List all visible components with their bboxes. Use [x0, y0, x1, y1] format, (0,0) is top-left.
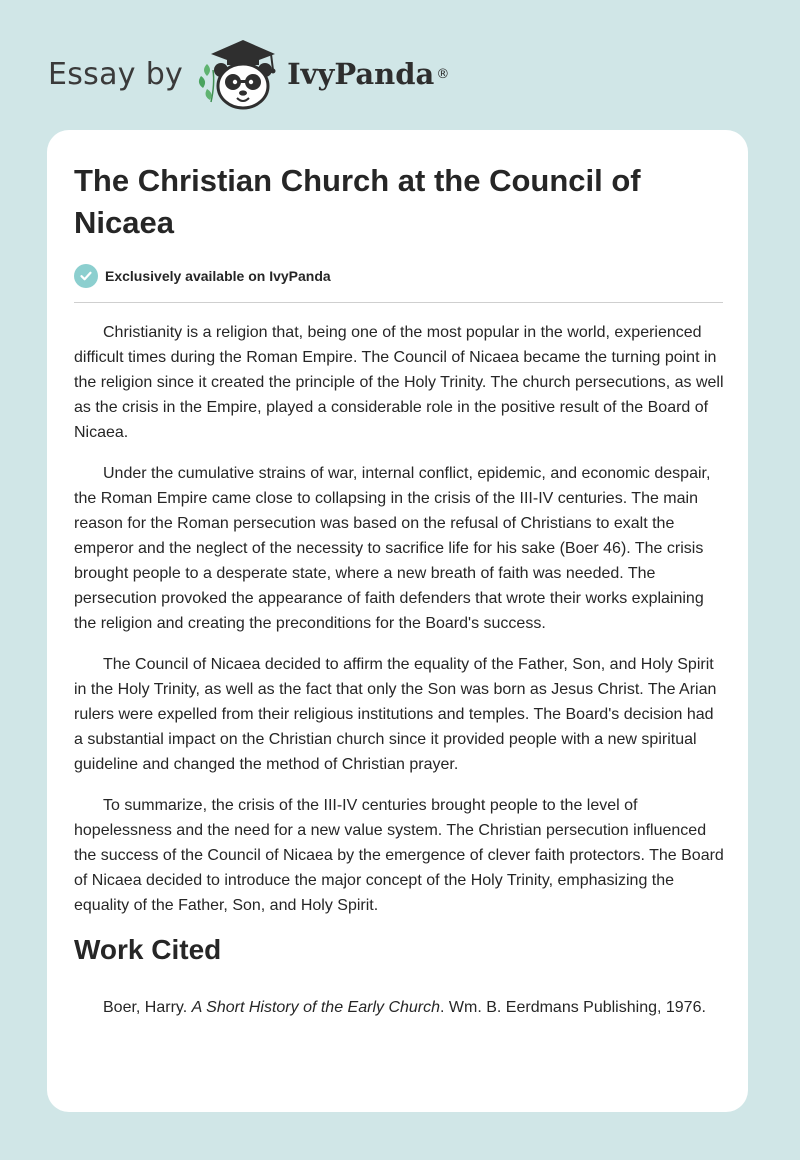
- site-brand[interactable]: [48, 36, 449, 112]
- citation-publisher: . Wm. B. Eerdmans Publishing, 1976.: [440, 999, 706, 1016]
- essay-paragraph: Under the cumulative strains of war, internal conflict, epidemic, and economic despair, the Roman Empire came close to collapsing in the crisis of the III-IV centuries. The main reason for the Roman persecution was based on the refusal of Christians to exalt the emperor and the neglect of the necessity to sacrifice life for his sake (Boer 46). The crisis brought people to a desperate state, where a new breath of faith was needed. The persecution provoked the appearance of faith defenders that wrote their works explaining the religion and creating the preconditions for the Board's success.: [74, 465, 711, 632]
- essay-body: [74, 320, 726, 934]
- panda-logo-icon: [193, 36, 283, 112]
- exclusive-badge-label: Exclusively available on IvyPanda: [105, 268, 331, 284]
- essay-paragraph: Christianity is a religion that, being one of the most popular in the world, experienced difficult times during the Roman Empire. The Council of Nicaea became the turning point in the religion since it created the principle of the Holy Trinity. The church persecutions, as well as the crisis in the Empire, played a considerable role in the positive result of the Board of Nicaea.: [74, 324, 724, 441]
- brand-name: IvyPanda: [287, 57, 435, 91]
- citation-author: Boer, Harry.: [103, 999, 192, 1016]
- checkmark-icon: [79, 269, 93, 283]
- works-cited-heading: Work Cited: [74, 934, 222, 965]
- title-divider: [74, 302, 723, 303]
- essay-paragraph: The Council of Nicaea decided to affirm the equality of the Father, Son, and Holy Spirit in the Holy Trinity, as well as the fact that only the Son was born as Jesus Christ. The Arian rulers were expelled from their religious institutions and temples. The Board's decision had a substantial impact on the Christian church since it provided people with a new spiritual guideline and changed the method of Christian prayer.: [74, 656, 717, 773]
- essay-card: [47, 130, 748, 1112]
- essay-title: The Christian Church at the Council of Nicaea: [74, 163, 641, 240]
- brand-prefix: Essay by: [48, 56, 184, 92]
- citation-book-title: A Short History of the Early Church: [191, 999, 441, 1016]
- citation-entry: [74, 995, 726, 1020]
- registered-mark: ®: [436, 66, 450, 82]
- check-circle-icon: [74, 264, 98, 288]
- exclusive-badge: [74, 264, 331, 288]
- essay-paragraph: To summarize, the crisis of the III-IV centuries brought people to the level of hopelessness and the need for a new value system. The Christian persecution influenced the success of the Council of Nicaea by the emergence of clever faith protectors. The Board of Nicaea decided to introduce the major concept of the Holy Trinity, emphasizing the equality of the Father, Son, and Holy Spirit.: [74, 797, 724, 914]
